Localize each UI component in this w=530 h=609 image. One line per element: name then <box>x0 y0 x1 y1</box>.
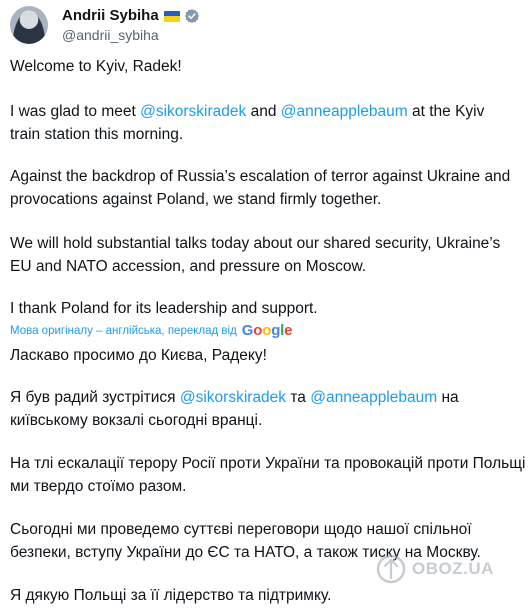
translated-paragraph-talks-line1: Сьогодні ми проведемо суттєві переговори щодо нашої спільної <box>10 521 472 538</box>
translated-line-welcome: Ласкаво просимо до Києва, Радеку! <box>10 347 267 364</box>
watermark-logo-icon <box>376 554 406 584</box>
translated-paragraph-backdrop-line1: На тлі ескалації терору Росії проти України та провокацій проти Польщі <box>10 455 526 472</box>
mention-link-anneapplebaum[interactable]: @anneapplebaum <box>280 103 408 120</box>
mention-link-sikorskiradek[interactable]: @sikorskiradek <box>140 103 247 120</box>
author-name[interactable]: Andrii Sybiha <box>62 7 159 24</box>
avatar[interactable] <box>10 6 48 44</box>
text-span: at the Kyiv <box>407 103 485 120</box>
translation-note[interactable] <box>10 322 292 339</box>
translation-note-text: Мова оригіналу – англійська, переклад від <box>10 324 237 337</box>
author-name-line <box>62 6 200 26</box>
original-paragraph-talks-line2: EU and NATO accession, and pressure on Moscow. <box>10 258 367 275</box>
original-paragraph-meeting <box>10 100 484 123</box>
original-paragraph-meeting-line2: train station this morning. <box>10 126 184 143</box>
ukraine-flag-icon <box>164 11 180 22</box>
translated-paragraph-meeting <box>10 386 459 409</box>
translated-paragraph-thanks: Я дякую Польщі за її лідерство та підтримку. <box>10 587 332 604</box>
text-span: and <box>246 103 281 120</box>
watermark <box>376 554 494 584</box>
watermark-text: OBOZ.UA <box>412 559 494 578</box>
original-paragraph-backdrop-line1: Against the backdrop of Russia’s escalation of terror against Ukraine and <box>10 168 511 185</box>
translated-paragraph-talks-line2: безпеки, вступу України до ЄС та НАТО, а також тиску на Москву. <box>10 544 481 561</box>
text-span: на <box>437 389 459 406</box>
mention-link-anneapplebaum-translated[interactable]: @anneapplebaum <box>310 389 438 406</box>
google-logo-icon: Google <box>241 322 293 339</box>
mention-link-sikorskiradek-translated[interactable]: @sikorskiradek <box>179 389 287 406</box>
original-paragraph-backdrop-line2: provocations against Poland, we stand firmly together. <box>10 191 382 208</box>
original-line-welcome: Welcome to Kyiv, Radek! <box>10 58 182 75</box>
author-handle[interactable]: @andrii_sybiha <box>62 27 159 43</box>
translated-paragraph-backdrop-line2: ми твердо стоїмо разом. <box>10 478 187 495</box>
original-paragraph-thanks: I thank Poland for its leadership and support. <box>10 300 318 317</box>
text-span: та <box>286 389 311 406</box>
text-span: I was glad to meet <box>10 103 141 120</box>
text-span: Я був радий зустрітися <box>10 389 180 406</box>
verified-badge-icon[interactable] <box>184 8 200 24</box>
original-paragraph-talks-line1: We will hold substantial talks today about our shared security, Ukraine’s <box>10 235 501 252</box>
translated-paragraph-meeting-line2: київському вокзалі сьогодні вранці. <box>10 412 263 429</box>
